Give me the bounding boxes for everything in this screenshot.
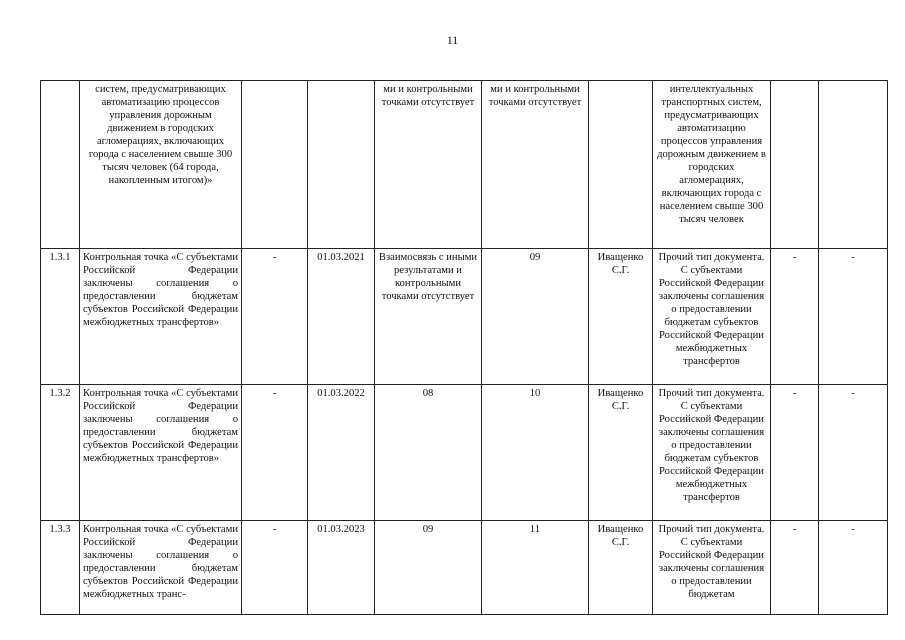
- row-start-date: -: [242, 521, 308, 615]
- row-number: 1.3.1: [41, 249, 80, 385]
- row-name: Контрольная точка «С субъектами Российской Федерации заключены соглашения о предоставлении бюджетам субъектов Российской Федерации межбюджетных трансфертов»: [80, 249, 242, 385]
- row-link-next: ми и контрольными точками отсутствует: [482, 81, 589, 249]
- row-end-date: [308, 81, 375, 249]
- row-name: Контрольная точка «С субъектами Российской Федерации заключены соглашения о предоставлении бюджетам субъектов Российской Федерации межбюджетных транс-: [80, 521, 242, 615]
- control-points-table: [40, 80, 888, 615]
- row-extra-1: -: [771, 249, 819, 385]
- table-row: [41, 521, 888, 615]
- row-extra-1: -: [771, 521, 819, 615]
- row-extra-2: -: [819, 521, 888, 615]
- row-document-type: интеллектуальных транспортных систем, предусматривающих автоматизацию процессов управления дорожным движением в городских агломерациях, включающих города с населением свыше 300 тысяч человек: [653, 81, 771, 249]
- row-number: 1.3.2: [41, 385, 80, 521]
- row-name: Контрольная точка «С субъектами Российской Федерации заключены соглашения о предоставлении бюджетам субъектов Российской Федерации межбюджетных трансфертов»: [80, 385, 242, 521]
- row-extra-1: -: [771, 385, 819, 521]
- table-row: [41, 81, 888, 249]
- row-link-previous: ми и контрольными точками отсутствует: [375, 81, 482, 249]
- row-end-date: 01.03.2022: [308, 385, 375, 521]
- row-link-next: 09: [482, 249, 589, 385]
- row-link-next: 11: [482, 521, 589, 615]
- row-extra-1: [771, 81, 819, 249]
- row-responsible: Иващенко С.Г.: [589, 249, 653, 385]
- row-end-date: 01.03.2021: [308, 249, 375, 385]
- page-number: 11: [446, 33, 459, 47]
- row-start-date: -: [242, 249, 308, 385]
- row-number: [41, 81, 80, 249]
- row-responsible: Иващенко С.Г.: [589, 385, 653, 521]
- row-link-previous: 09: [375, 521, 482, 615]
- row-name: систем, предусматривающих автоматизацию процессов управления дорожным движением в городских агломерациях, включающих города с населением свыше 300 тысяч человек (64 города, накопленным итогом)»: [80, 81, 242, 249]
- table-row: [41, 385, 888, 521]
- row-document-type: Прочий тип документа. С субъектами Российской Федерации заключены соглашения о предоставлении бюджетам субъектов Российской Федерации межбюджетных трансфертов: [653, 385, 771, 521]
- row-start-date: [242, 81, 308, 249]
- row-extra-2: [819, 81, 888, 249]
- row-responsible: Иващенко С.Г.: [589, 521, 653, 615]
- row-link-previous: Взаимосвязь с иными результатами и контрольными точками отсутствует: [375, 249, 482, 385]
- row-responsible: [589, 81, 653, 249]
- row-start-date: -: [242, 385, 308, 521]
- row-link-previous: 08: [375, 385, 482, 521]
- row-document-type: Прочий тип документа. С субъектами Российской Федерации заключены соглашения о предоставлении бюджетам субъектов Российской Федерации межбюджетных трансфертов: [653, 249, 771, 385]
- row-number: 1.3.3: [41, 521, 80, 615]
- row-end-date: 01.03.2023: [308, 521, 375, 615]
- row-extra-2: -: [819, 385, 888, 521]
- row-extra-2: -: [819, 249, 888, 385]
- row-link-next: 10: [482, 385, 589, 521]
- table-row: [41, 249, 888, 385]
- row-document-type: Прочий тип документа. С субъектами Российской Федерации заключены соглашения о предоставлении бюджетам: [653, 521, 771, 615]
